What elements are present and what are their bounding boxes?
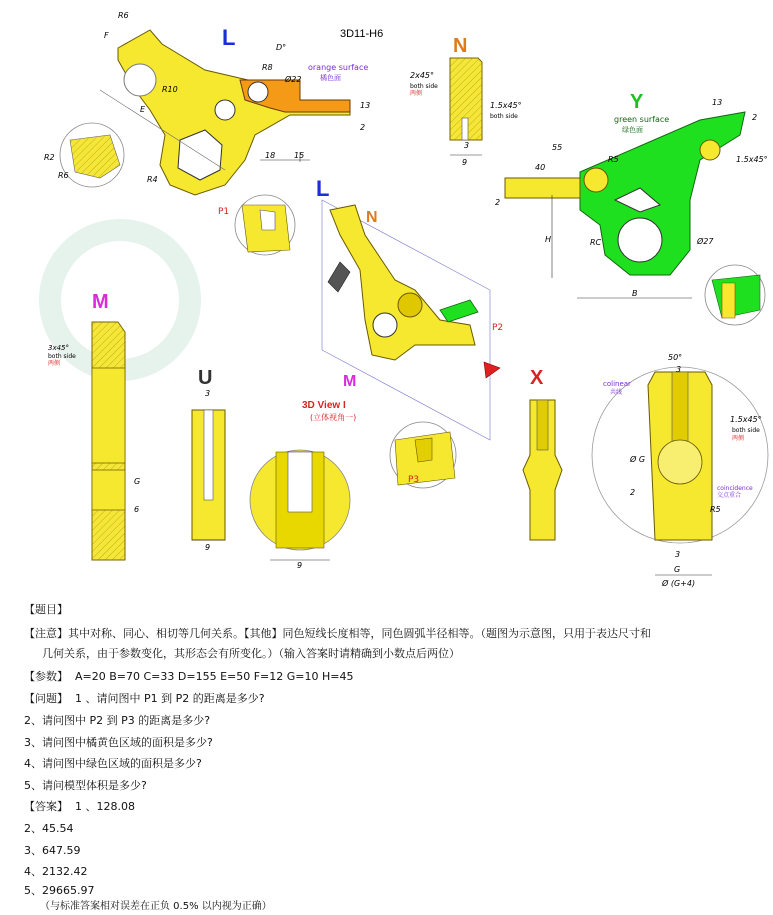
point-p1: P1 [218, 207, 230, 217]
note-both-side-m-cn: 两侧 [48, 360, 61, 367]
dim-55: 55 [552, 143, 563, 152]
note-chamfer-n: 1.5x45° [490, 101, 522, 110]
question-item: 3、请问图中橘黄色区域的面积是多少? [24, 736, 213, 749]
dim-2: 2 [360, 123, 366, 132]
dim-r6: R6 [118, 11, 129, 20]
dim-3-n: 3 [464, 141, 470, 150]
dim-g-m: G [134, 477, 141, 486]
dim-g-x: G [674, 565, 681, 574]
dim-3-u: 3 [205, 389, 211, 398]
dim-13-y: 13 [712, 98, 723, 107]
dim-dia-g: Ø G [630, 455, 646, 464]
dim-dia22: Ø22 [285, 75, 302, 84]
answer-item: 3、647.59 [24, 844, 81, 857]
doc-heading: 【题目】 [24, 603, 68, 616]
params-label: 【参数】 [24, 670, 68, 683]
dim-r10: R10 [162, 85, 178, 94]
dim-b: B [632, 289, 638, 298]
note-both-side-n-cn: 两侧 [410, 90, 423, 97]
dim-40: 40 [535, 163, 546, 172]
note-chamfer-x: 1.5x45° [730, 415, 762, 424]
note-both-side-n: both side [410, 83, 438, 90]
view-3d-title-cn: (立体视角一) [310, 413, 357, 422]
question-label: 【问题】 [24, 692, 68, 705]
note-line-2: 几何关系，由于参数变化，其形态会有所变化。）（输入答案时请精确到小数点后两位） [42, 647, 460, 660]
doc-question-1 [24, 692, 265, 706]
note-both-side-x-cn: 两侧 [732, 435, 745, 442]
view-M [92, 322, 125, 560]
note-both-side-n2: both side [490, 113, 518, 120]
tolerance-note: （与标准答案相对误差在正负 0.5% 以内视为正确） [40, 901, 272, 912]
dim-50deg: 50° [668, 353, 683, 362]
question-item: 1 、请问图中 P1 到 P2 的距离是多少? [75, 692, 265, 705]
view-label-X: X [530, 367, 544, 389]
dim-h: H [545, 235, 552, 244]
note-both-side-m: both side [48, 353, 76, 360]
view-label-N-3d: N [366, 209, 378, 226]
view-label-L-3d: L [316, 176, 330, 201]
dim-r2: R2 [44, 153, 55, 162]
dim-15: 15 [294, 151, 305, 160]
note-orange-cn: 橘色面 [320, 74, 341, 82]
dim-13: 13 [360, 101, 371, 110]
doc-note [24, 627, 651, 641]
question-item: 5、请问模型体积是多少? [24, 779, 147, 792]
dim-3-x2: 3 [675, 550, 681, 559]
drawing-code: 3D11-H6 [340, 28, 384, 40]
doc-params [24, 670, 353, 684]
note-chamfer-2x45: 2x45° [410, 71, 435, 80]
view-label-Y: Y [630, 91, 644, 113]
detail-p3 [390, 422, 456, 488]
answer-item: 4、2132.42 [24, 865, 88, 878]
note-colinear-cn: 共线 [610, 389, 623, 396]
dim-2-y2: 2 [495, 198, 501, 207]
view-label-N: N [453, 35, 468, 57]
note-chamfer-3x45: 3x45° [48, 344, 70, 352]
dim-r8: R8 [262, 63, 273, 72]
note-label: 【注意】 [24, 627, 68, 640]
dim-3-x: 3 [676, 365, 682, 374]
note-green-cn: 绿色面 [622, 126, 643, 134]
dim-6-m: 6 [134, 505, 140, 514]
view-3d [322, 200, 500, 440]
note-coincidence-cn: 交点重合 [717, 492, 742, 499]
detail-circle-left [60, 123, 124, 187]
answer-item: 1 、128.08 [75, 800, 135, 813]
detail-x [592, 367, 768, 575]
dim-2-y: 2 [752, 113, 758, 122]
question-item: 2、请问图中 P2 到 P3 的距离是多少? [24, 714, 211, 727]
dim-r5: R5 [608, 155, 619, 164]
dim-2-x: 2 [630, 488, 636, 497]
point-p3: P3 [408, 475, 420, 485]
dim-9-u2: 9 [297, 561, 303, 570]
detail-circle-right [705, 265, 765, 325]
view-U [192, 410, 225, 540]
note-colinear: colinear [603, 380, 631, 388]
view-X [523, 400, 562, 540]
green-surface [580, 112, 745, 275]
view-label-M: M [92, 291, 109, 313]
dim-rc: RC [590, 238, 602, 247]
dim-9-u: 9 [205, 543, 211, 552]
dim-d: D° [276, 43, 287, 52]
view-label-L: L [222, 25, 236, 50]
note-orange-en: orange surface [308, 63, 369, 72]
note-line-1: 其中对称、同心、相切等几何关系。【其他】同色短线长度相等，同色圆弧半径相等。（题图为示意图，只用于表达尺寸和 [68, 627, 651, 640]
dim-r5-x: R5 [710, 505, 721, 514]
view-label-U: U [198, 367, 213, 389]
note-both-side-x: both side [732, 427, 760, 434]
question-item: 4、请问图中绿色区域的面积是多少? [24, 757, 202, 770]
dim-r4: R4 [147, 175, 158, 184]
doc-answer-1 [24, 800, 135, 814]
view-Y [505, 112, 745, 298]
view-label-M-3d: M [343, 373, 357, 390]
view-L [100, 30, 350, 195]
dim-e: E [140, 105, 146, 114]
dim-dia27: Ø27 [697, 237, 714, 246]
note-chamfer-y: 1.5x45° [736, 155, 768, 164]
params-values: A=20 B=70 C=33 D=155 E=50 F=12 G=10 H=45 [75, 670, 354, 683]
dim-r6-detail: R6 [58, 171, 69, 180]
answer-item: 5、29665.97 [24, 884, 95, 897]
view-3d-title: 3D View I [302, 400, 346, 411]
note-green-en: green surface [614, 115, 670, 124]
detail-u [250, 450, 350, 560]
answer-item: 2、45.54 [24, 822, 74, 835]
dim-9-n: 9 [462, 158, 468, 167]
detail-p1 [235, 195, 295, 255]
dim-18: 18 [265, 151, 276, 160]
note-coincidence: coincidence [717, 485, 753, 492]
dim-dia-g4: Ø (G+4) [662, 579, 696, 588]
point-p2: P2 [492, 323, 504, 333]
dim-f: F [104, 31, 109, 40]
answer-label: 【答案】 [24, 800, 68, 813]
